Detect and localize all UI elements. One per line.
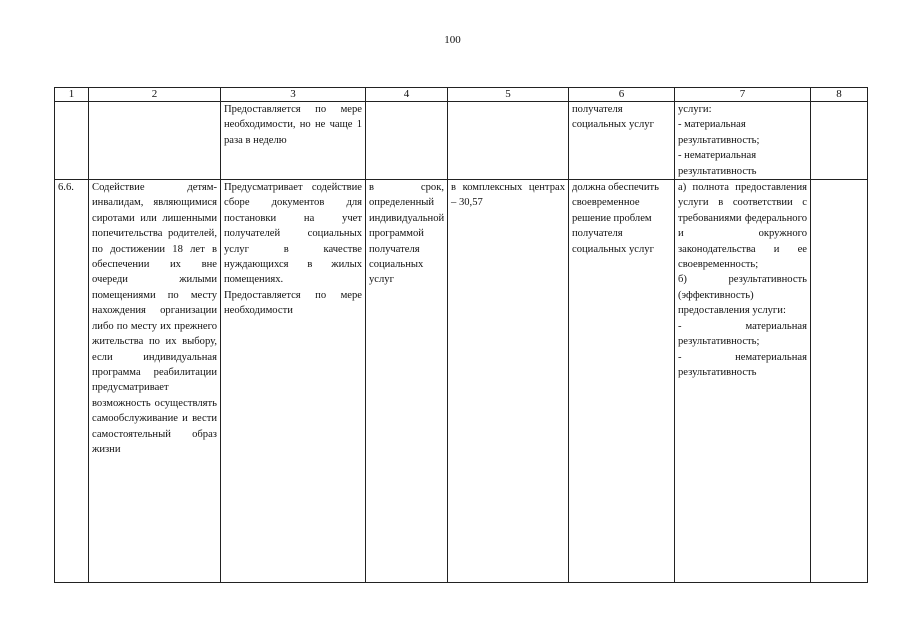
cell-indicators: получателя социальных услуг (569, 102, 675, 180)
column-header-3: 3 (221, 88, 366, 102)
column-header-4: 4 (366, 88, 448, 102)
cell-evaluation-conditions: а) полнота предоставления услуги в соответствии с требованиями федерального и окружного законодательства и ее своевременность; б) результативность (эффективность) предоставления услуги: - материальная результативность; - нематериальная результативность (675, 180, 811, 583)
cell-tariff (448, 102, 569, 180)
cell-extra (811, 180, 868, 583)
cell-number (55, 102, 89, 180)
cell-description: Предоставляется по мере необходимости, но не чаще 1 раза в неделю (221, 102, 366, 180)
column-header-5: 5 (448, 88, 569, 102)
cell-number: 6.6. (55, 180, 89, 583)
cell-extra (811, 102, 868, 180)
cell-indicators: должна обеспечить своевременное решение проблем получателя социальных услуг (569, 180, 675, 583)
cell-evaluation-conditions: услуги: - материальная результативность; - нематериальная результативность (675, 102, 811, 180)
cell-service-name (89, 102, 221, 180)
column-header-2: 2 (89, 88, 221, 102)
column-header-6: 6 (569, 88, 675, 102)
column-header-7: 7 (675, 88, 811, 102)
page-number: 100 (444, 34, 461, 46)
services-table (54, 87, 868, 583)
cell-deadline: в срок, определенный индивидуальной программой получателя социальных услуг (366, 180, 448, 583)
cell-deadline (366, 102, 448, 180)
column-header-1: 1 (55, 88, 89, 102)
table-row-continuation (55, 102, 868, 180)
column-header-8: 8 (811, 88, 868, 102)
column-number-row (55, 88, 868, 102)
cell-tariff: в комплексных центрах – 30,57 (448, 180, 569, 583)
cell-description: Предусматривает содействие сборе документов для постановки на учет получателей социальных услуг в качестве нуждающихся в жилых помещениях. Предоставляется по мере необходимости (221, 180, 366, 583)
cell-service-name: Содействие детям-инвалидам, являющимися сиротами или лишенными попечительства родителей, по достижении 18 лет в обеспечении их вне очереди жилыми помещениями по месту нахождения организации либо по месту их прежнего жительства по их выбору, если индивидуальная программа реабилитации предусматривает возможность осуществлять самообслуживание и вести самостоятельный образ жизни (89, 180, 221, 583)
table-row-6-6 (55, 180, 868, 583)
